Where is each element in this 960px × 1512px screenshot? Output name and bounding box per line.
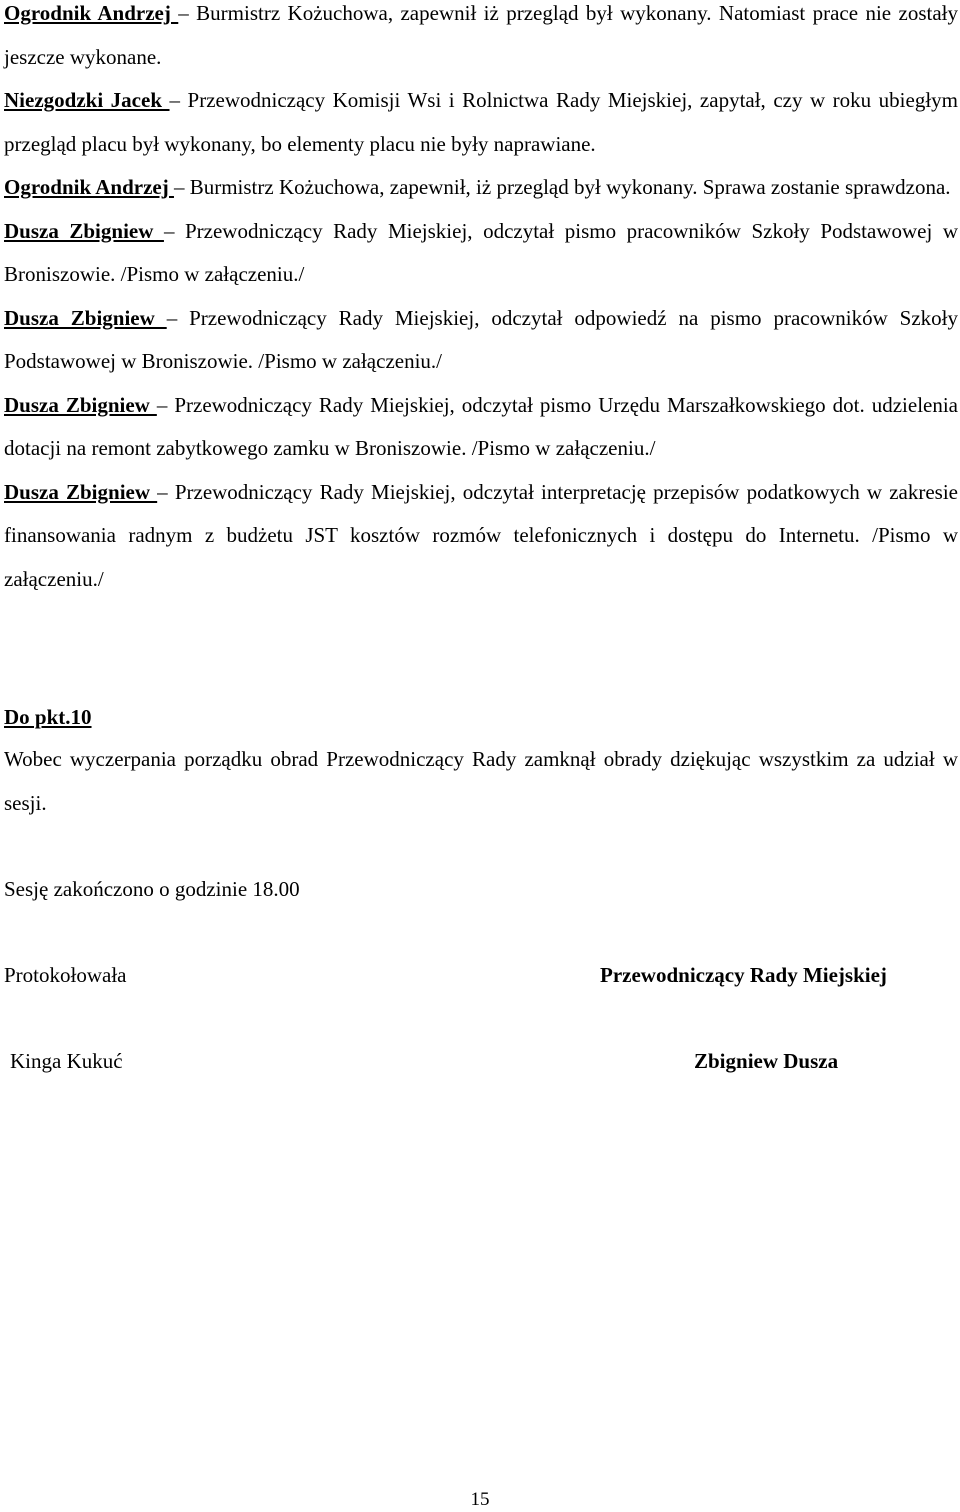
speaker-name: Dusza Zbigniew [4, 305, 167, 330]
dash-separator: – [169, 88, 181, 112]
minutes-entry [4, 79, 958, 166]
entry-text: Przewodniczący Komisji Wsi i Rolnictwa Rady Miejskiej, zapytał, czy w roku ubiegłym przegląd placu był wykonany, bo elementy placu nie były naprawiane. [4, 88, 958, 156]
speaker-name: Dusza Zbigniew [4, 479, 158, 504]
dash-separator: – [178, 1, 189, 25]
entry-text: Przewodniczący Rady Miejskiej, odczytał odpowiedź na pismo pracowników Szkoły Podstawowej w Broniszowie. /Pismo w załączeniu./ [4, 305, 959, 373]
recorder-name: Kinga Kukuć [10, 1049, 123, 1073]
minutes-entry [4, 471, 958, 602]
entry-text: Przewodniczący Rady Miejskiej, odczytał pismo Urzędu Marszałkowskiego dot. udzielenia dotacji na remont zabytkowego zamku w Broniszowie. /Pismo w załączeniu./ [4, 392, 958, 460]
dash-separator: – [163, 218, 175, 243]
speaker-name: Ogrodnik Andrzej [4, 175, 174, 199]
chairman-name: Zbigniew Dusza [694, 1049, 839, 1073]
entry-text: Burmistrz Kożuchowa, zapewnił, iż przegląd był wykonany. Sprawa zostanie sprawdzona. [184, 175, 951, 199]
entry-text: Przewodniczący Rady Miejskiej, odczytał interpretację przepisów podatkowych w zakresie finansowania radnym z budżetu JST kosztów rozmów telefonicznych i dostępu do Internetu. /Pismo w załączeniu./ [4, 479, 958, 591]
dash-separator: – [173, 175, 185, 199]
speaker-name: Dusza Zbigniew [4, 218, 164, 243]
speaker-name: Niezgodzki Jacek [4, 88, 170, 112]
minutes-entry [4, 166, 958, 210]
minutes-entry [4, 297, 958, 384]
section-heading: Do pkt.10 [4, 705, 92, 729]
minutes-entry [4, 384, 958, 471]
minutes-entries [4, 0, 958, 601]
dash-separator: – [157, 479, 168, 504]
recorder-role: Protokołowała [4, 963, 127, 987]
page-number: 15 [470, 1489, 490, 1510]
speaker-name: Dusza Zbigniew [4, 392, 157, 417]
closing-paragraph: Wobec wyczerpania porządku obrad Przewodniczący Rady zamknął obrady dziękując wszystkim za udział w sesji. [4, 747, 958, 815]
dash-separator: – [156, 392, 168, 417]
session-end-note: Sesję zakończono o godzinie 18.00 [4, 877, 300, 901]
entry-text: Przewodniczący Rady Miejskiej, odczytał pismo pracowników Szkoły Podstawowej w Broniszowie. /Pismo w załączeniu./ [4, 218, 959, 286]
minutes-entry [4, 0, 958, 79]
dash-separator: – [166, 305, 178, 330]
entry-text: Burmistrz Kożuchowa, zapewnił iż przegląd był wykonany. Natomiast prace nie zostały jeszcze wykonane. [4, 1, 958, 69]
speaker-name: Ogrodnik Andrzej [4, 1, 179, 25]
chairman-role: Przewodniczący Rady Miejskiej [600, 963, 887, 987]
minutes-entry [4, 210, 958, 297]
